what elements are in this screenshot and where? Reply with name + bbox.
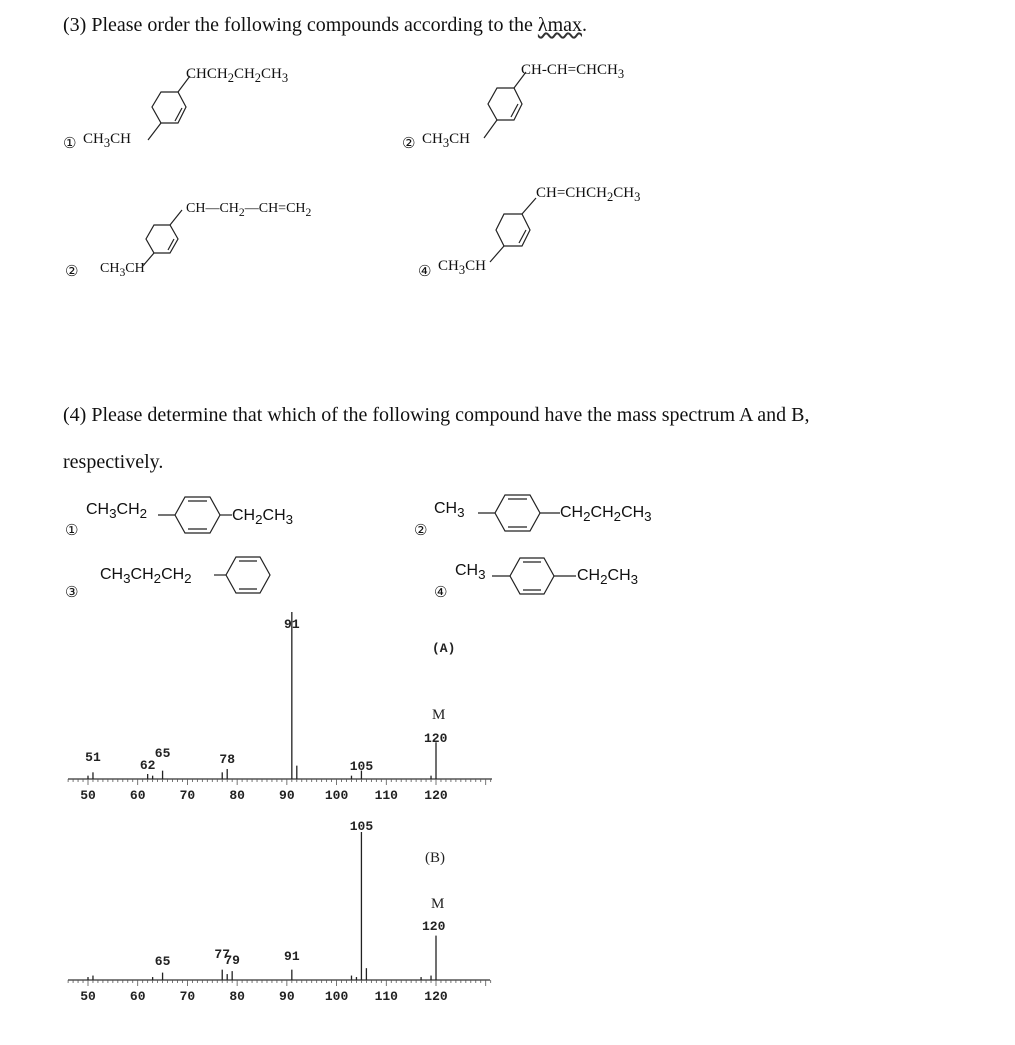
axis-tick-label: 80 bbox=[229, 788, 245, 803]
axis-tick-label: 60 bbox=[129, 989, 146, 1004]
substituent-left: $CH_3CH$ bbox=[100, 261, 145, 279]
peak-label-105: 105 bbox=[349, 759, 374, 774]
spectrum-a-label: (A) bbox=[432, 641, 456, 656]
substituent-top: $CHCH_2CH_2CH_3$ bbox=[186, 66, 289, 85]
axis-tick-label: 70 bbox=[179, 788, 196, 803]
compound-number: ② bbox=[414, 521, 428, 539]
compound-number: ① bbox=[65, 521, 79, 539]
substituent-left: $CH_3CH$ bbox=[422, 131, 470, 150]
spectrum-b-m-value: 120 bbox=[422, 919, 446, 934]
compound-number: ① bbox=[63, 134, 77, 152]
spectrum-b-label: (B) bbox=[425, 850, 445, 866]
substituent-right: $CH_2CH_2CH_3$ bbox=[560, 504, 652, 525]
substituent-right: $CH_2CH_3$ bbox=[577, 567, 639, 588]
peak-label-62: 62 bbox=[139, 758, 156, 773]
substituent-left: $CH_3CH$ bbox=[438, 258, 486, 277]
peak-label-105: 105 bbox=[349, 819, 374, 834]
axis-tick-label: 50 bbox=[80, 788, 96, 803]
spectrum-a bbox=[68, 612, 492, 803]
axis-tick-label: 100 bbox=[324, 788, 349, 803]
substituent-left: $CH_3CH$ bbox=[83, 131, 131, 150]
substituent-right: $CH_2CH_3$ bbox=[232, 507, 294, 528]
compound-number: ③ bbox=[65, 583, 79, 601]
axis-tick-label: 80 bbox=[229, 989, 245, 1004]
axis-tick-label: 110 bbox=[374, 989, 398, 1004]
spectrum-a-m-value: 120 bbox=[424, 731, 448, 746]
axis-tick-label: 50 bbox=[80, 989, 96, 1004]
compound-number: ④ bbox=[434, 583, 448, 601]
substituent-left: $CH_3CH_2$ bbox=[86, 501, 148, 522]
peak-label-79: 79 bbox=[224, 953, 240, 968]
spectrum-a-m-label: M bbox=[432, 707, 446, 723]
question4-line2: respectively. bbox=[63, 451, 164, 473]
compound-number: ④ bbox=[418, 262, 432, 280]
question4-line1: (4) Please determine that which of the following compound have the mass spectrum A and B, bbox=[63, 404, 810, 426]
peak-label-77: 77 bbox=[214, 947, 231, 962]
axis-tick-label: 70 bbox=[179, 989, 196, 1004]
question3-heading: (3) Please order the following compounds according to the λmax. bbox=[63, 14, 588, 36]
substituent-left: $CH_3$ bbox=[455, 562, 486, 583]
compound-number: ② bbox=[402, 134, 416, 152]
axis-tick-label: 120 bbox=[424, 788, 448, 803]
peak-label-91: 91 bbox=[284, 617, 300, 632]
peak-label-78: 78 bbox=[219, 752, 236, 767]
lambda-max: λmax bbox=[537, 14, 583, 36]
axis-tick-label: 120 bbox=[424, 989, 448, 1004]
axis-tick-label: 100 bbox=[324, 989, 349, 1004]
peak-label-91: 91 bbox=[284, 949, 300, 964]
spectrum-b bbox=[68, 819, 491, 1004]
spectrum-b-m-label: M bbox=[431, 896, 445, 912]
compound-number: ② bbox=[65, 262, 79, 280]
substituent-top: $CH-CH=CHCH_3$ bbox=[521, 62, 625, 81]
axis-tick-label: 60 bbox=[129, 788, 146, 803]
substituent-top: $CH=CHCH_2CH_3$ bbox=[536, 185, 641, 204]
axis-tick-label: 110 bbox=[374, 788, 398, 803]
peak-label-51: 51 bbox=[85, 750, 101, 765]
axis-tick-label: 90 bbox=[279, 989, 295, 1004]
substituent-top: $CH—CH_2—CH=CH_2$ bbox=[186, 201, 312, 219]
axis-tick-label: 90 bbox=[279, 788, 295, 803]
substituent-left: $CH_3$ bbox=[434, 500, 465, 521]
substituent-left: $CH_3CH_2CH_2$ bbox=[100, 566, 192, 587]
peak-label-65: 65 bbox=[154, 746, 171, 761]
peak-label-65: 65 bbox=[154, 954, 171, 969]
